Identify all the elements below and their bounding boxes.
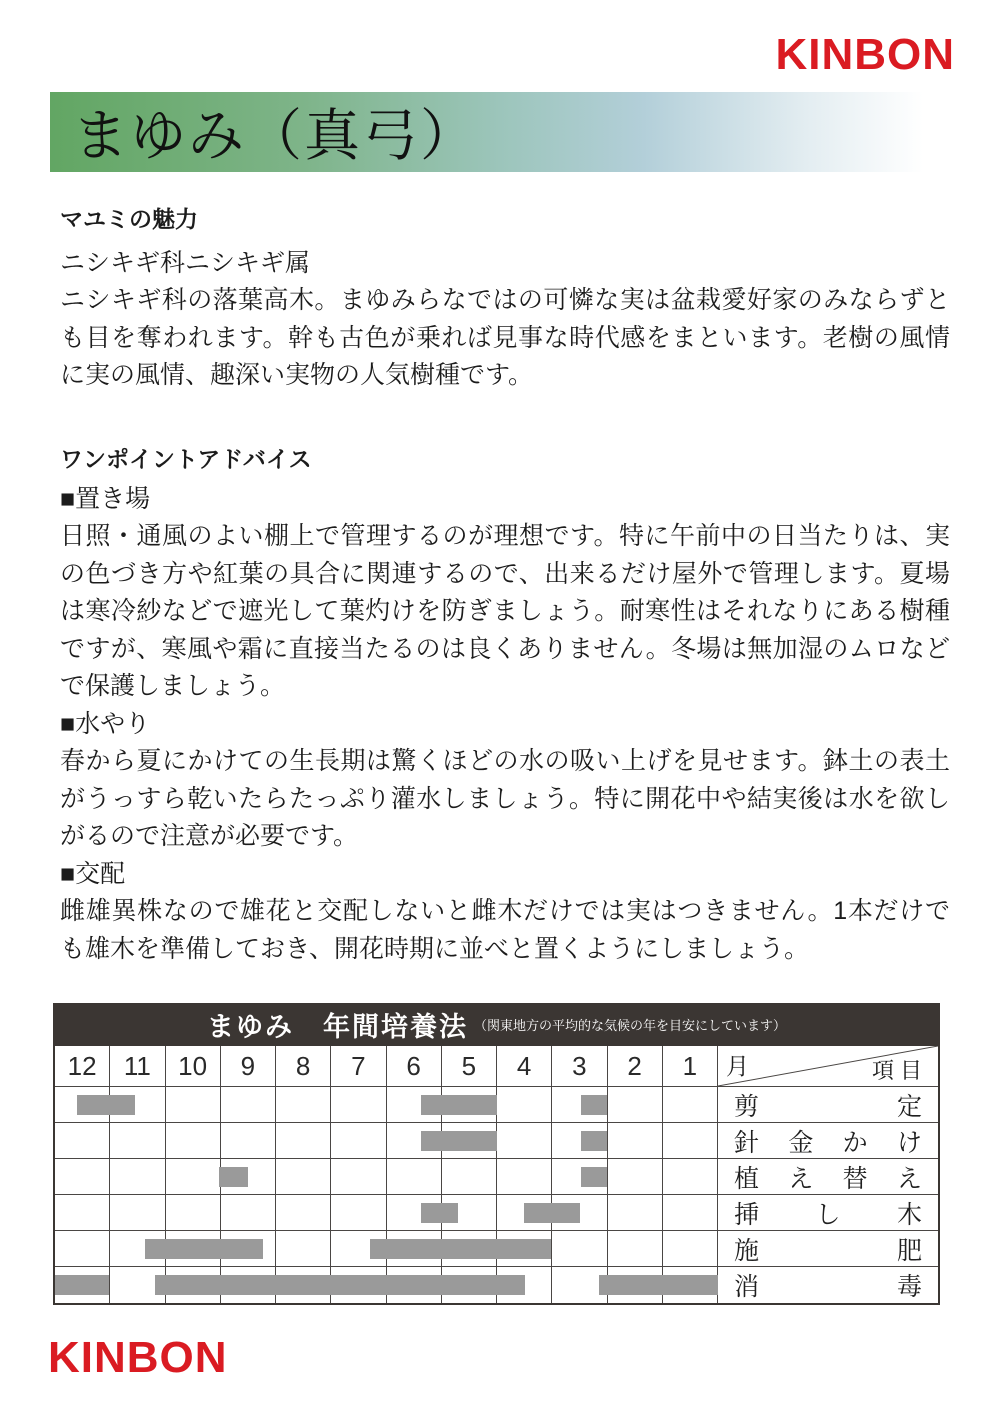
calendar-row-消毒 [55, 1267, 938, 1303]
calendar-cell [55, 1231, 110, 1267]
row-label-char: 定 [896, 1092, 922, 1121]
kinbon-logo-bottom: KINBON [48, 1333, 228, 1382]
row-label-char: 金 [788, 1128, 814, 1157]
row-label-挿し木 [718, 1195, 938, 1231]
activity-period-bar [77, 1095, 135, 1115]
calendar-cell [110, 1195, 165, 1231]
calendar-cell [276, 1159, 331, 1195]
calendar-cell [166, 1123, 221, 1159]
calendar-cell [497, 1159, 552, 1195]
advice-body-mizuyari: 春から夏にかけての生長期は驚くほどの水の吸い上げを見せます。鉢土の表土がうっすら乾いたらたっぷり灌水しましょう。特に開花中や結実後は水を欲しがるので注意が必要です。 [60, 747, 950, 851]
row-label-char: 施 [734, 1236, 760, 1265]
page-title-bar [50, 92, 950, 172]
row-label-char: 替 [842, 1164, 868, 1193]
page-title: まゆみ（真弓） [72, 106, 478, 168]
activity-period-bar [581, 1131, 608, 1151]
activity-period-bar [219, 1167, 248, 1187]
calendar-subtitle: （関東地方の平均的な気候の年を目安にしています） [473, 1018, 786, 1033]
calendar-cell [331, 1195, 386, 1231]
row-label-消毒 [718, 1267, 938, 1303]
section-heading-advice: ワンポイントアドバイス [60, 445, 312, 472]
activity-period-bar [581, 1167, 608, 1187]
taxonomy-line: ニシキギ科ニシキギ属 [60, 248, 311, 277]
calendar-grid [53, 1046, 940, 1305]
row-label-char: 肥 [896, 1236, 922, 1265]
calendar-cell [221, 1123, 276, 1159]
calendar-cell [55, 1195, 110, 1231]
calendar-cell [552, 1231, 607, 1267]
calendar-cell [331, 1159, 386, 1195]
month-header-cell: 4 [497, 1046, 552, 1087]
month-header-cell: 2 [608, 1046, 663, 1087]
row-label-char: 毒 [896, 1273, 922, 1301]
activity-period-bar [599, 1275, 718, 1295]
activity-period-bar [55, 1275, 109, 1295]
advice-body-kouhai: 雌雄異株なので雄花と交配しないと雌木だけでは実はつきません。1本だけでも雄木を準備しておき、開花時期に並べと置くようにしましょう。 [60, 897, 950, 963]
calendar-cell [331, 1123, 386, 1159]
month-header-cell: 9 [221, 1046, 276, 1087]
month-header-cell: 5 [442, 1046, 497, 1087]
advice-subtitle-mizuyari: ■水やり [60, 709, 151, 738]
calendar-row-剪定 [55, 1087, 938, 1123]
calendar-cell [55, 1159, 110, 1195]
calendar-cell [663, 1231, 718, 1267]
calendar-cell [110, 1123, 165, 1159]
article-body [60, 205, 950, 968]
row-label-char: 木 [896, 1200, 922, 1229]
calendar-cell [663, 1087, 718, 1123]
calendar-cell [608, 1087, 663, 1123]
calendar-cell [663, 1195, 718, 1231]
calendar-cell [55, 1123, 110, 1159]
advice-subtitle-kouhai: ■交配 [60, 859, 126, 888]
activity-period-bar [421, 1203, 458, 1223]
calendar-cell [608, 1195, 663, 1231]
calendar-cell [608, 1123, 663, 1159]
corner-month-label: 月 [726, 1053, 749, 1079]
kinbon-logo-top: KINBON [775, 30, 955, 79]
calendar-cell [331, 1087, 386, 1123]
row-label-char: え [788, 1164, 814, 1193]
miryoku-paragraph: ニシキギ科の落葉高木。まゆみらなではの可憐な実は盆栽愛好家のみならずとも目を奪われます。幹も古色が乗れば見事な時代感をまといます。老樹の風情に実の風情、趣深い実物の人気樹種です。 [60, 286, 950, 390]
row-label-char: け [896, 1128, 922, 1157]
calendar-row-施肥 [55, 1231, 938, 1267]
calendar-row-植え替え [55, 1159, 938, 1195]
cultivation-calendar [53, 1003, 940, 1305]
calendar-cell [608, 1159, 663, 1195]
row-label-char: 剪 [734, 1092, 760, 1121]
advice-body-okiba: 日照・通風のよい棚上で管理するのが理想です。特に午前中の日当たりは、実の色づき方や紅葉の具合に関連するので、出来るだけ屋外で管理します。夏場は寒冷紗などで遮光して葉灼けを防ぎましょう。耐寒性はそれなりにある樹種ですが、寒風や霜に直接当たるのは良くありません。冬場は無加湿のムロなどで保護しましょう。 [60, 522, 950, 701]
calendar-cell [497, 1123, 552, 1159]
calendar-cell [608, 1231, 663, 1267]
calendar-title-bar [53, 1003, 940, 1046]
month-header-cell: 3 [552, 1046, 607, 1087]
row-label-剪定 [718, 1087, 938, 1123]
row-label-char: し [815, 1200, 841, 1229]
activity-period-bar [155, 1275, 525, 1295]
month-header-cell: 6 [387, 1046, 442, 1087]
row-label-char: か [842, 1128, 868, 1157]
activity-period-bar [581, 1095, 608, 1115]
month-header-cell: 1 [663, 1046, 718, 1087]
month-header-cell: 10 [166, 1046, 221, 1087]
calendar-corner-cell [718, 1046, 938, 1087]
calendar-title: まゆみ 年間培養法 [206, 1012, 468, 1042]
calendar-cell [166, 1159, 221, 1195]
calendar-cell [276, 1195, 331, 1231]
calendar-cell [276, 1087, 331, 1123]
activity-period-bar [421, 1131, 497, 1151]
activity-period-bar [145, 1239, 263, 1259]
calendar-cell [166, 1195, 221, 1231]
calendar-cell [442, 1159, 497, 1195]
row-label-char: え [896, 1164, 922, 1193]
calendar-cell [276, 1123, 331, 1159]
month-header-cell: 12 [55, 1046, 110, 1087]
month-header-cell: 11 [110, 1046, 165, 1087]
calendar-cell [663, 1123, 718, 1159]
row-label-施肥 [718, 1231, 938, 1267]
calendar-cell [221, 1195, 276, 1231]
corner-item-label: 項目 [871, 1058, 928, 1083]
calendar-row-挿し木 [55, 1195, 938, 1231]
calendar-cell [497, 1087, 552, 1123]
calendar-row-針金かけ [55, 1123, 938, 1159]
month-header-cell: 7 [331, 1046, 386, 1087]
row-label-植え替え [718, 1159, 938, 1195]
calendar-cell [387, 1159, 442, 1195]
section-heading-miryoku: マユミの魅力 [60, 206, 198, 232]
advice-subtitle-okiba: ■置き場 [60, 484, 151, 513]
calendar-cell [663, 1159, 718, 1195]
row-label-char: 消 [734, 1273, 760, 1301]
row-label-char: 針 [734, 1128, 760, 1157]
row-label-針金かけ [718, 1123, 938, 1159]
calendar-month-header-row [55, 1046, 938, 1087]
activity-period-bar [421, 1095, 497, 1115]
row-label-char: 挿 [734, 1200, 760, 1229]
calendar-cell [166, 1087, 221, 1123]
calendar-cell [276, 1231, 331, 1267]
activity-period-bar [370, 1239, 551, 1259]
calendar-cell [110, 1159, 165, 1195]
activity-period-bar [524, 1203, 580, 1223]
month-header-cell: 8 [276, 1046, 331, 1087]
row-label-char: 植 [734, 1164, 760, 1193]
calendar-cell [221, 1087, 276, 1123]
